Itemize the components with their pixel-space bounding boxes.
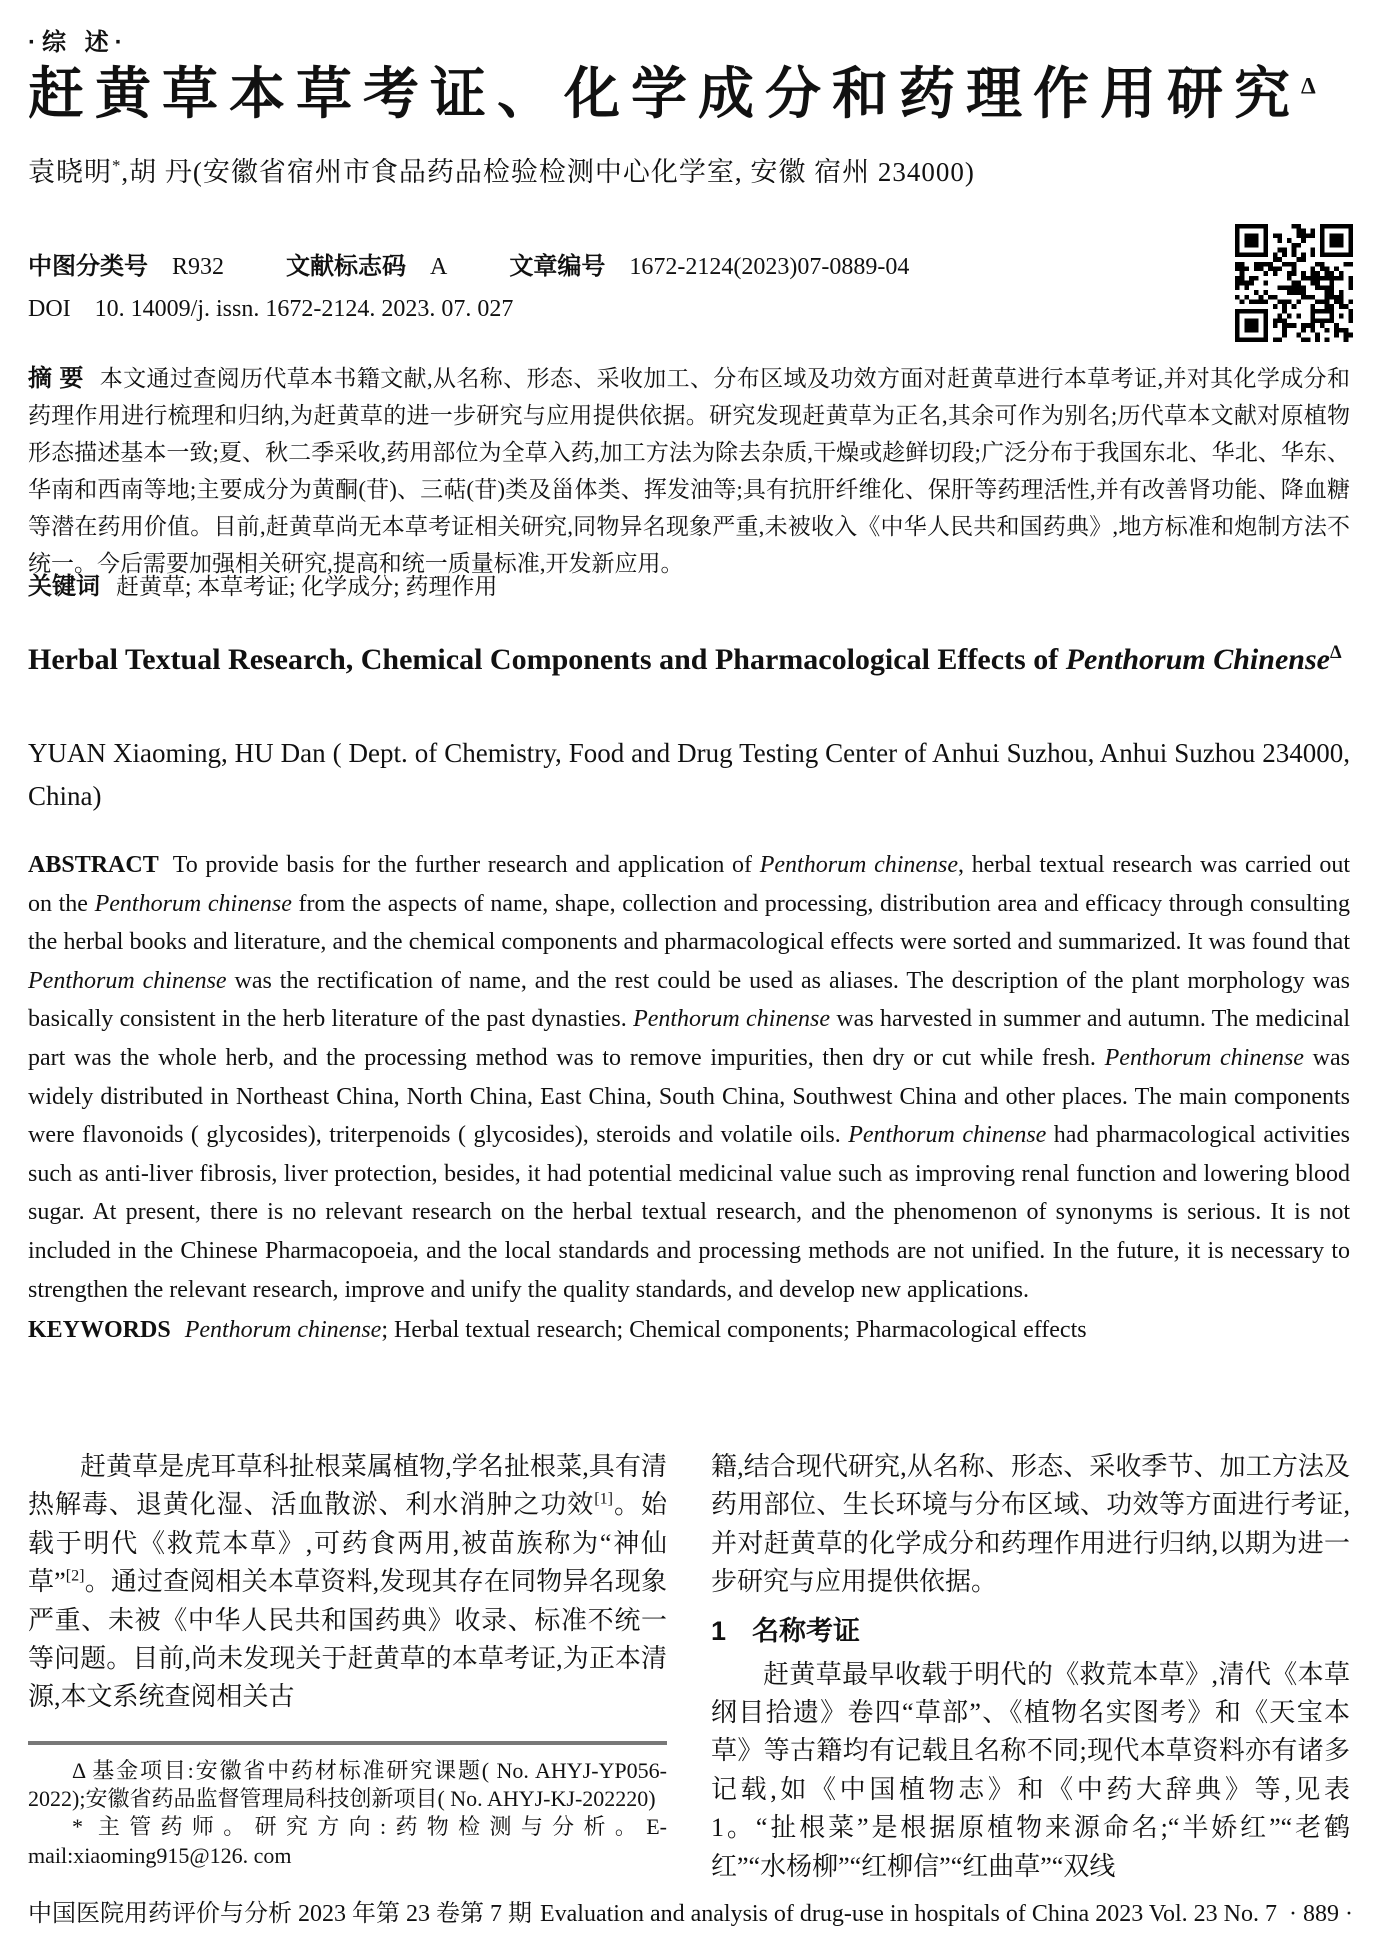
- abstract-en: [28, 846, 1350, 1309]
- doi-value: 10. 14009/j. issn. 1672-2124. 2023. 07. 027: [94, 296, 514, 322]
- footer-journal-cn: 中国医院用药评价与分析 2023 年第 23 卷第 7 期: [28, 1901, 532, 1927]
- document-code-label: 文献标志码: [286, 253, 407, 280]
- article-meta-row: [28, 246, 965, 281]
- english-abstract-block: [28, 846, 1350, 1350]
- authors-affiliation-en: YUAN Xiaoming, HU Dan ( Dept. of Chemistry, Food and Drug Testing Center of Anhui Suzhou, Anhui Suzhou 234000, China): [28, 738, 1350, 811]
- footer-journal-en-text: Evaluation and analysis of drug-use in hospitals of China 2023 Vol. 23 No. 7: [539, 1901, 1278, 1927]
- left-column: [28, 1448, 667, 1886]
- footer-page-number: · 889 ·: [1289, 1901, 1353, 1927]
- abstract-en-text: To provide basis for the further research and application of Penthorum chinense, herbal textual research was carried out on the Penthorum chinense from the aspects of name, shape, collection and processing, distribution area and efficacy through consulting the herbal books and literature, and the chemical components and pharmacological effects were sorted and summarized. It was found that Penthorum chinense was the rectification of name, and the rest could be used as aliases. The description of the plant morphology was basically consistent in the herb literature of the past dynasties. Penthorum chinense was harvested in summer and autumn. The medicinal part was the whole herb, and the processing method was to remove impurities, then dry or cut while fresh. Penthorum chinense was widely distributed in Northeast China, North China, East China, South China, Southwest China and other places. The main components were flavonoids ( glycosides), triterpenoids ( glycosides), steroids and volatile oils. Penthorum chinense had pharmacological activities such as anti-liver fibrosis, liver protection, besides, it had potential medicinal value such as improving renal function and lowering blood sugar. At present, there is no relevant research on the herbal textual research, and the phenomenon of synonyms is serious. It is not included in the Chinese Pharmacopoeia, and the local standards and processing methods are not unified. In the future, it is necessary to strengthen the relevant research, improve and unify the quality standards, and develop new applications.: [28, 852, 1351, 1303]
- article-title-cn: 赶黄草本草考证、化学成分和药理作用研究$^\Delta$: [28, 64, 1316, 126]
- keywords-en-label: KEYWORDS: [28, 1317, 171, 1344]
- keywords-cn-label: 关键词: [28, 573, 100, 600]
- keywords-cn-text: 赶黄草; 本草考证; 化学成分; 药理作用: [116, 574, 498, 599]
- page-footer: [28, 1893, 1353, 1928]
- section-1-heading: [711, 1614, 1350, 1648]
- author-note: * 主管药师。研究方向:药物检测与分析。E-mail:xiaoming915@126. com: [28, 1814, 667, 1868]
- abstract-cn-label: 摘 要: [28, 365, 84, 392]
- footer-journal-en: [534, 1901, 1353, 1928]
- footnote-block: [28, 1741, 667, 1870]
- article-title-en: Herbal Textual Research, Chemical Components and Pharmacological Effects of Penthorum Chinense$^\Delta$: [28, 642, 1342, 676]
- keywords-cn: [28, 566, 1350, 601]
- right-column: [711, 1448, 1350, 1886]
- section-1-title: 名称考证: [752, 1615, 861, 1646]
- clc-value: R932: [172, 254, 225, 280]
- document-code-value: A: [430, 254, 448, 280]
- intro-paragraph-right: 籍,结合现代研究,从名称、形态、采收季节、加工方法及药用部位、生长环境与分布区域、功效等方面进行考证,并对赶黄草的化学成分和药理作用进行归纳,以期为进一步研究与应用提供依据。: [711, 1452, 1350, 1597]
- authors-affiliation-cn: 袁晓明*,胡 丹(安徽省宿州市食品药品检验检测中心化学室, 安徽 宿州 234000): [28, 156, 975, 187]
- doi-row: [28, 296, 513, 323]
- funding-note: Δ 基金项目:安徽省中药材标准研究课题( No. AHYJ-YP056-2022);安徽省药品监督管理局科技创新项目( No. AHYJ-KJ-202220): [28, 1757, 667, 1812]
- doi-label: DOI: [28, 296, 71, 322]
- abstract-cn: [28, 360, 1350, 582]
- keywords-en: [28, 1311, 1350, 1350]
- two-column-body: [28, 1448, 1350, 1886]
- keywords-en-text: Penthorum chinense; Herbal textual research; Chemical components; Pharmacological effects: [184, 1317, 1087, 1344]
- abstract-cn-text: 本文通过查阅历代草本书籍文献,从名称、形态、采收加工、分布区域及功效方面对赶黄草进行本草考证,并对其化学成分和药理作用进行梳理和归纳,为赶黄草的进一步研究与应用提供依据。研究发现赶黄草为正名,其余可作为别名;历代草本文献对原植物形态描述基本一致;夏、秋二季采收,药用部位为全草入药,加工方法为除去杂质,干燥或趁鲜切段;广泛分布于我国东北、华北、华东、华南和西南等地;主要成分为黄酮(苷)、三萜(苷)类及甾体类、挥发油等;具有抗肝纤维化、保肝等药理活性,并有改善肾功能、降血糖等潜在药用价值。目前,赶黄草尚无本草考证相关研究,同物异名现象严重,未被收入《中华人民共和国药典》,地方标准和炮制方法不统一。今后需要加强相关研究,提高和统一质量标准,开发新应用。: [28, 366, 1350, 576]
- section-1-paragraph: 赶黄草最早收载于明代的《救荒本草》,清代《本草纲目拾遗》卷四“草部”、《植物名实图考》和《天宝本草》等古籍均有记载且名称不同;现代本草资料亦有诸多记载,如《中国植物志》和《中药大辞典》等,见表 1。“扯根菜”是根据原植物来源命名;“半娇红”“老鹤红”“水杨柳”“红柳信”“红曲草”“双线: [711, 1659, 1350, 1881]
- article-id-value: 1672-2124(2023)07-0889-04: [629, 254, 910, 280]
- abstract-en-label: ABSTRACT: [28, 852, 159, 878]
- column-category-tag: ·综 述·: [28, 29, 129, 56]
- clc-label: 中图分类号: [28, 253, 148, 280]
- intro-paragraph-left: 赶黄草是虎耳草科扯根菜属植物,学名扯根菜,具有清热解毒、退黄化湿、活血散淤、利水消肿之功效[1]。始载于明代《救荒本草》,可药食两用,被苗族称为“神仙草”[2]。通过查阅相关本草资料,发现其存在同物异名现象严重、未被《中华人民共和国药典》收录、标准不统一等问题。目前,尚未发现关于赶黄草的本草考证,为正本清源,本文系统查阅相关古: [28, 1452, 667, 1712]
- section-1-number: 1: [711, 1615, 727, 1646]
- article-id-label: 文章编号: [509, 253, 606, 280]
- qr-code: [1235, 224, 1353, 342]
